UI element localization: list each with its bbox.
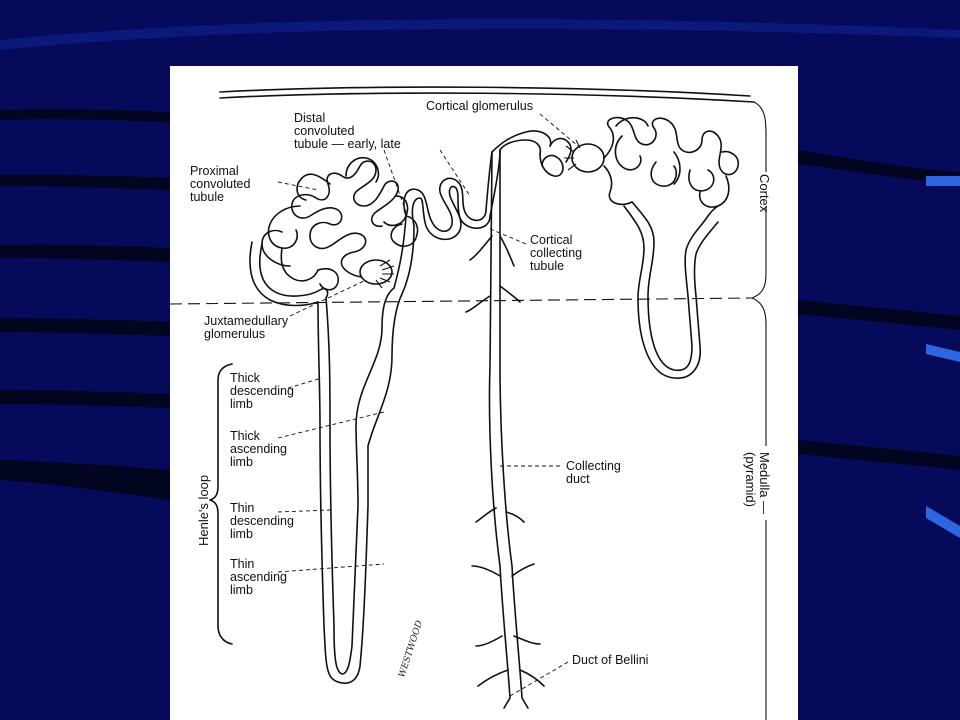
label-distal-line2: convoluted bbox=[294, 124, 355, 138]
cortical-loop-of-henle bbox=[624, 206, 718, 378]
leader-line-thick-ascending bbox=[278, 412, 384, 438]
label-medulla-line2: (pyramid) bbox=[743, 452, 758, 507]
leader-line-juxtamedullary bbox=[290, 280, 366, 316]
proximal-convoluted-tubule bbox=[262, 216, 418, 290]
label-cortex: Cortex bbox=[757, 174, 772, 213]
label-juxtamedullary-line2: glomerulus bbox=[204, 327, 266, 341]
cortical-loop-of-henle bbox=[632, 202, 718, 370]
label-distal-line1: Distal bbox=[294, 111, 326, 125]
descending-limb bbox=[318, 302, 368, 683]
label-thin-descending-line1: Thin bbox=[230, 501, 255, 515]
descending-limb bbox=[326, 298, 358, 674]
label-collecting-duct-line2: duct bbox=[566, 472, 590, 486]
label-thin-ascending-line3: limb bbox=[230, 583, 253, 597]
label-medulla-line1: Medulla — bbox=[757, 452, 772, 515]
leader-line-thin-ascending bbox=[278, 564, 384, 572]
leader-line-duct-of-bellini bbox=[510, 662, 568, 696]
leader-line-distal-late bbox=[440, 150, 470, 196]
label-cortical-glomerulus: Cortical glomerulus bbox=[426, 99, 533, 113]
label-proximal-line3: tubule bbox=[190, 190, 225, 204]
label-thick-descending-line1: Thick bbox=[230, 371, 260, 385]
label-thin-descending-line3: limb bbox=[230, 527, 253, 541]
corticomedullary-boundary bbox=[170, 298, 752, 304]
label-cortical-collecting-line3: tubule bbox=[530, 259, 565, 273]
label-duct-of-bellini: Duct of Bellini bbox=[572, 653, 649, 667]
label-thin-ascending-line2: ascending bbox=[230, 570, 287, 584]
artist-signature: WESTWOOD bbox=[397, 619, 426, 679]
label-thick-descending-line2: descending bbox=[230, 384, 294, 398]
leader-line-cortical-collecting bbox=[488, 228, 526, 244]
label-distal-line3: tubule — early, late bbox=[294, 137, 401, 151]
proximal-convoluted-tubule bbox=[292, 161, 398, 277]
label-thin-descending-line2: descending bbox=[230, 514, 294, 528]
cortical-glomerulus bbox=[572, 144, 604, 172]
leader-line-distal-early bbox=[384, 150, 406, 212]
leader-line-cortical-glomerulus bbox=[540, 114, 578, 146]
leader-line-thin-descending bbox=[278, 510, 330, 512]
cortical-proximal-tubule bbox=[604, 118, 738, 191]
label-thin-ascending-line1: Thin bbox=[230, 557, 255, 571]
juxtamedullary-nephron bbox=[250, 158, 418, 684]
label-thick-descending-line3: limb bbox=[230, 397, 253, 411]
cortical-distal-tubule bbox=[540, 139, 571, 177]
ascending-limb bbox=[368, 226, 414, 446]
label-thick-ascending-line1: Thick bbox=[230, 429, 260, 443]
label-thick-ascending-line2: ascending bbox=[230, 442, 287, 456]
label-juxtamedullary-line1: Juxtamedullary bbox=[204, 314, 289, 328]
nephron-figure bbox=[170, 66, 798, 720]
label-cortical-collecting-line1: Cortical bbox=[530, 233, 573, 247]
henles-loop-bracket bbox=[210, 364, 232, 644]
collecting-duct bbox=[466, 131, 551, 708]
label-proximal-line1: Proximal bbox=[190, 164, 239, 178]
label-thick-ascending-line3: limb bbox=[230, 455, 253, 469]
labels bbox=[190, 99, 772, 679]
label-henles-loop: Henle's loop bbox=[196, 474, 211, 546]
label-cortical-collecting-line2: collecting bbox=[530, 246, 583, 260]
label-proximal-line2: convoluted bbox=[190, 177, 251, 191]
accent-dash bbox=[926, 176, 960, 186]
label-collecting-duct-line1: Collecting bbox=[566, 459, 621, 473]
